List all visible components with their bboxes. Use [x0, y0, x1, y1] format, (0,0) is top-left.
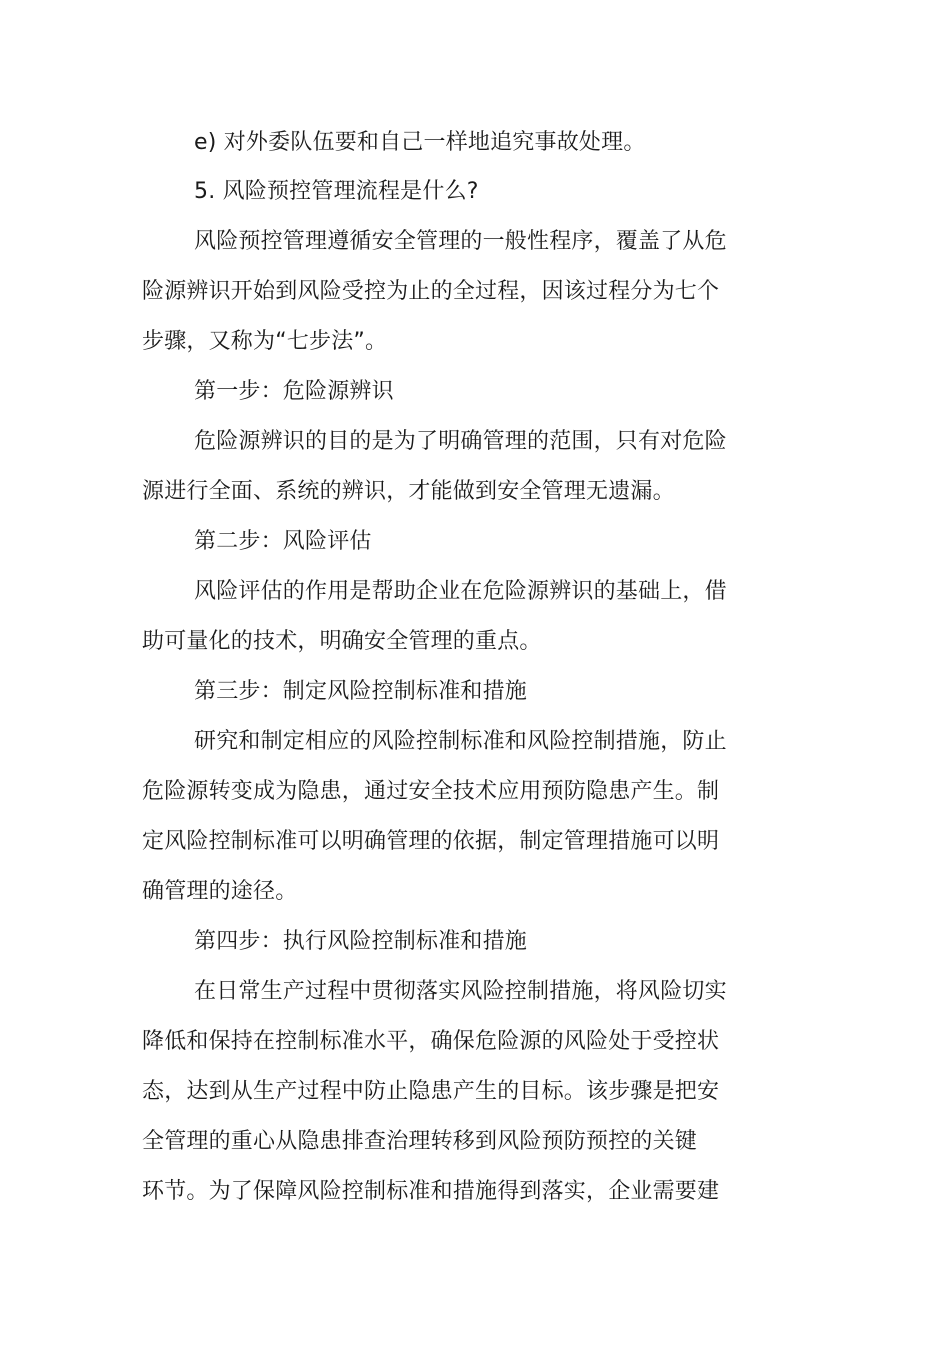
paragraph-line: 态，达到从生产过程中防止隐患产生的目标。该步骤是把安	[142, 1079, 720, 1104]
question-heading: 5. 风险预控管理流程是什么?	[194, 179, 479, 204]
paragraph-line: 全管理的重心从隐患排查治理转移到风险预防预控的关键	[142, 1129, 698, 1154]
paragraph-line: 险源辨识开始到风险受控为止的全过程，因该过程分为七个	[142, 279, 720, 304]
paragraph-line: 研究和制定相应的风险控制标准和风险控制措施，防止	[194, 729, 727, 754]
paragraph-line: 在日常生产过程中贯彻落实风险控制措施，将风险切实	[194, 979, 727, 1004]
paragraph-line: 风险预控管理遵循安全管理的一般性程序，覆盖了从危	[194, 229, 727, 254]
step-heading-3: 第三步：制定风险控制标准和措施	[194, 679, 528, 704]
step-heading-2: 第二步：风险评估	[194, 529, 372, 554]
paragraph-line: 确管理的途径。	[142, 879, 298, 904]
paragraph-line: 危险源辨识的目的是为了明确管理的范围，只有对危险	[194, 429, 727, 454]
paragraph-line: 风险评估的作用是帮助企业在危险源辨识的基础上，借	[194, 579, 727, 604]
paragraph-line: 步骤，又称为“七步法”。	[142, 329, 388, 354]
step-heading-4: 第四步：执行风险控制标准和措施	[194, 929, 528, 954]
paragraph-line: 环节。为了保障风险控制标准和措施得到落实，企业需要建	[142, 1179, 720, 1204]
step-heading-1: 第一步：危险源辨识	[194, 379, 394, 404]
paragraph-line: 助可量化的技术，明确安全管理的重点。	[142, 629, 542, 654]
text-line-item-e: e) 对外委队伍要和自己一样地追究事故处理。	[194, 130, 646, 155]
paragraph-line: 定风险控制标准可以明确管理的依据，制定管理措施可以明	[142, 829, 720, 854]
paragraph-line: 降低和保持在控制标准水平，确保危险源的风险处于受控状	[142, 1029, 720, 1054]
paragraph-line: 危险源转变成为隐患，通过安全技术应用预防隐患产生。制	[142, 779, 720, 804]
paragraph-line: 源进行全面、系统的辨识，才能做到安全管理无遗漏。	[142, 479, 675, 504]
